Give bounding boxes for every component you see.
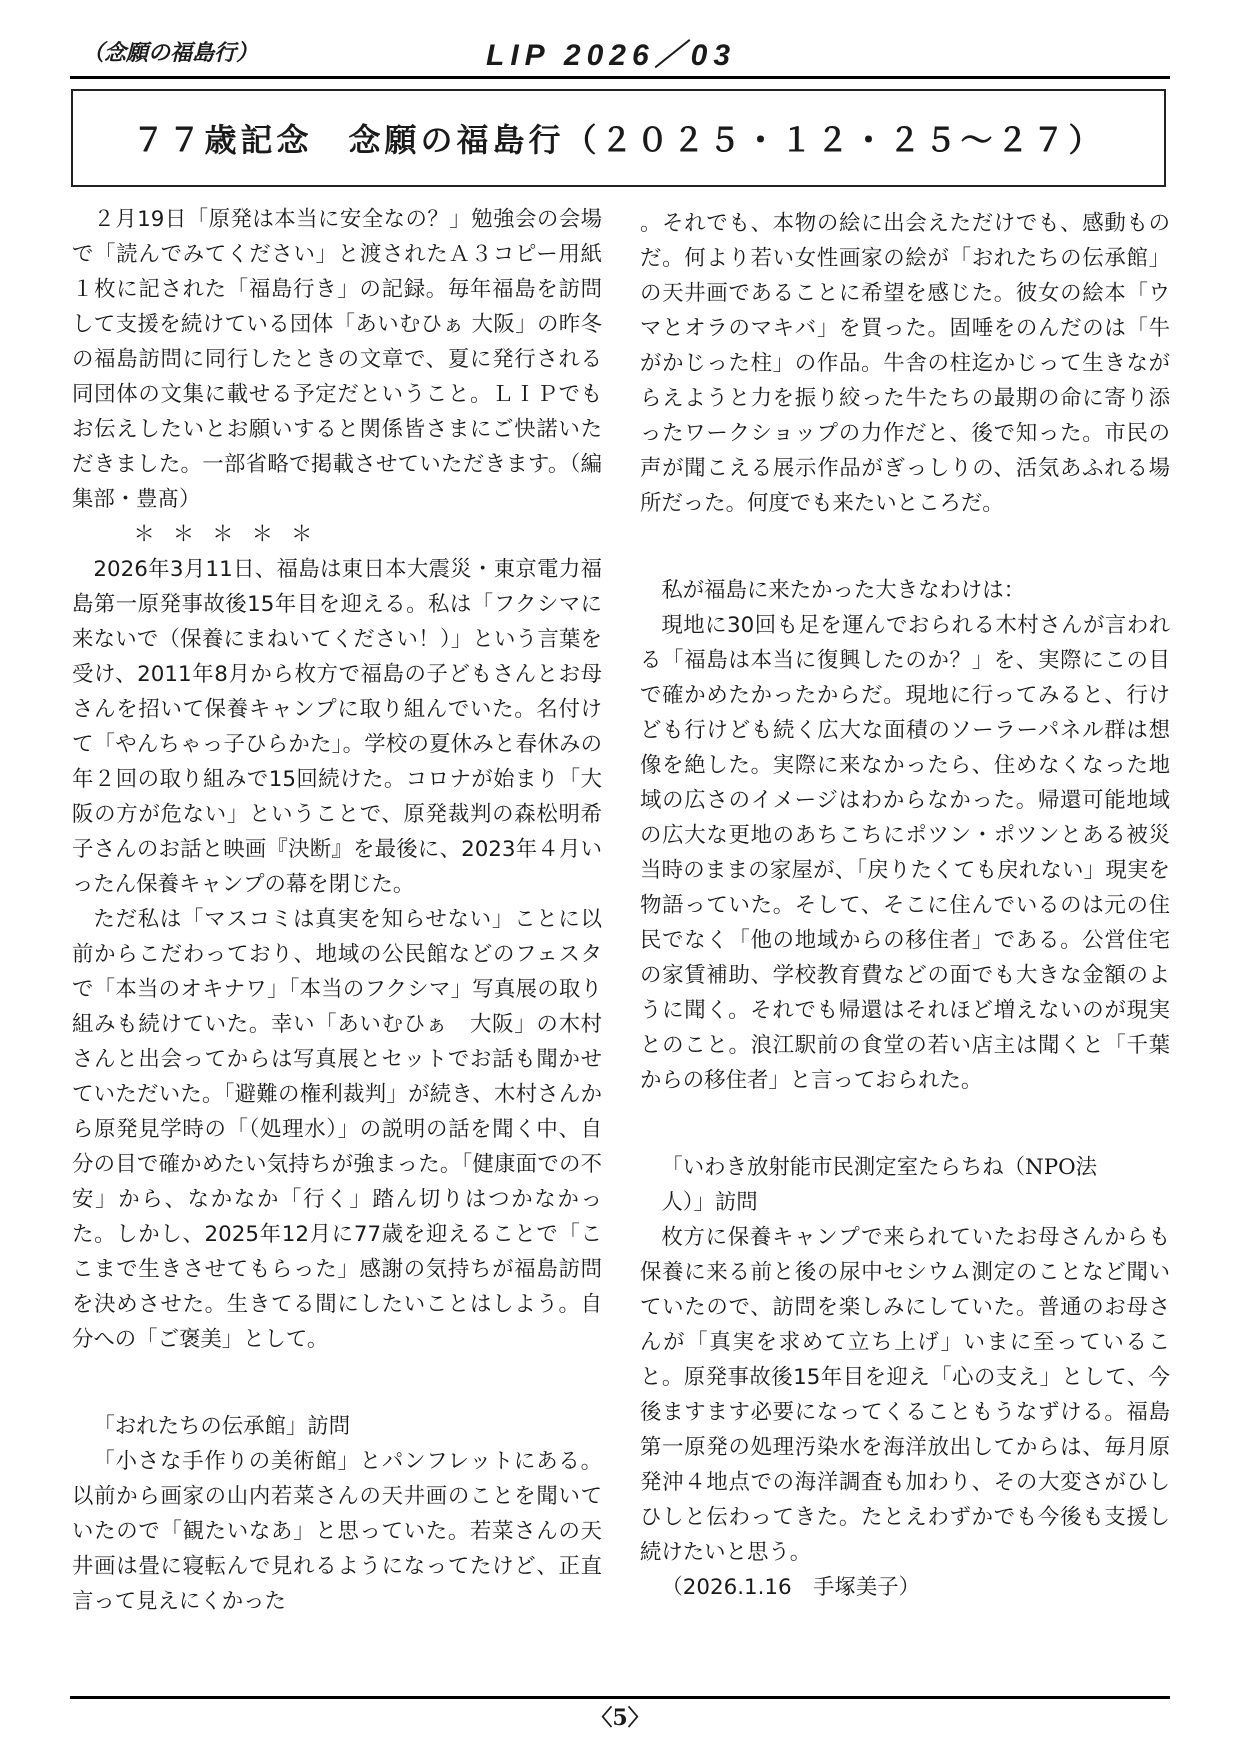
spacer [72, 1357, 602, 1409]
right-column [640, 206, 1170, 1605]
section-heading: 「おれたちの伝承館」訪問 [93, 1414, 351, 1439]
header-divider [70, 76, 1170, 79]
page-number: 〈5〉 [590, 1705, 650, 1731]
article-title: ７７歳記念 念願の福島行（２０２５・１２・２５～２７） [132, 121, 1105, 159]
spacer [640, 1098, 1170, 1150]
section-heading: 「いわき放射能市民測定室たらちね（NPO法 [661, 1155, 1098, 1180]
section-heading: 私が福島に来たかった大きなわけは： [661, 578, 1026, 603]
section-label: （念願の福島行） [82, 41, 259, 66]
separator-stars: ＊＊＊＊＊ [133, 522, 331, 547]
left-column [72, 202, 602, 1619]
section-heading-line2: 人）」訪問 [661, 1190, 758, 1215]
spacer [640, 521, 1170, 573]
section-paragraph-continuation: 。それでも、本物の絵に出会えただけでも、感動ものだ。何より若い女性画家の絵が「おれたちの伝承館」の天井画であることに希望を感じた。彼女の絵本「ウマとオラのマキバ」を買った。固唾をのんだのは「牛がかじった柱」の作品。牛舎の柱迄かじって生きながらえようと力を振り絞った牛たちの最期の命に寄り添ったワークショップの力作だと、後で知った。市民の声が聞こえる展示作品がぎっしりの、活気あふれる場所だった。何度でも来たいところだ。 [640, 211, 1170, 516]
section-paragraph: 現地に30回も足を運んでおられる木村さんが言われる「福島は本当に復興したのか？」を、実際にこの目で確かめたかったからだ。現地に行ってみると、行けども行けども続く広大な面積のソーラーパネル群は想像を絶した。実際に来なかったら、住めなくなった地域の広さのイメージはわからなかった。帰還可能地域の広大な更地のあちこちにポツン・ポツンとある被災当時のままの家屋が、「戻りたくても戻れない」現実を物語っていた。そして、そこに住んでいるのは元の住民でなく「他の地域からの移住者」である。公営住宅の家賃補助、学校教育費などの面でも大きな金額のように聞く。それでも帰還はそれほど増えないのが現実とのこと。浪江駅前の食堂の若い店主は聞くと「千葉からの移住者」と言っておられた。 [640, 613, 1170, 1093]
publication-label: LIP 2026／03 [486, 39, 736, 72]
author-signature: （2026.1.16 手塚美子） [661, 1575, 920, 1600]
intro-paragraph: ２月19日「原発は本当に安全なの？」勉強会の会場で「読んでみてください」と渡されたＡ３コピー用紙１枚に記された「福島行き」の記録。毎年福島を訪問して支援を続けている団体「あいむひぁ 大阪」の昨冬の福島訪問に同行したときの文章で、夏に発行される同団体の文集に載せる予定だということ。ＬＩＰでもお伝えしたいとお願いすると関係皆さまにご快諾いただきました。一部省略で掲載させていただきます。（編集部・豊髙） [72, 207, 602, 512]
body-paragraph: ただ私は「マスコミは真実を知らせない」ことに以前からこだわっており、地域の公民館などのフェスタで「本当のオキナワ」「本当のフクシマ」写真展の取り組みも続けていた。幸い「あいむひぁ 大阪」の木村さんと出会ってからは写真展とセットでお話も聞かせていただいた。「避難の権利裁判」が続き、木村さんから原発見学時の「（処理水）」の説明の話を聞く中、自分の目で確かめたい気持ちが強まった。「健康面での不安」から、なかなか「行く」踏ん切りはつかなかった。しかし、2025年12月に77歳を迎えることで「ここまで生きさせてもらった」感謝の気持ちが福島訪問を決めさせた。生きてる間にしたいことはしよう。自分への「ご褒美」として。 [72, 907, 602, 1352]
section-paragraph: 「小さな手作りの美術館」とパンフレットにある。以前から画家の山内若菜さんの天井画のことを聞いていたので「観たいなあ」と思っていた。若菜さんの天井画は畳に寝転んで見れるようになってたけど、正直言って見えにくかった [72, 1449, 602, 1614]
body-paragraph: 2026年3月11日、福島は東日本大震災・東京電力福島第一原発事故後15年目を迎える。私は「フクシマに来ないで（保養にまねいてください！）」という言葉を受け、2011年8月から枚方で福島の子どもさんとお母さんを招いて保養キャンプに取り組んでいた。名付けて「やんちゃっ子ひらかた」。学校の夏休みと春休みの年２回の取り組みで15回続けた。コロナが始まり「大阪の方が危ない」ということで、原発裁判の森松明希子さんのお話と映画『決断』を最後に、2023年４月いったん保養キャンプの幕を閉じた。 [72, 557, 602, 897]
section-paragraph: 枚方に保養キャンプで来られていたお母さんからも保養に来る前と後の尿中セシウム測定のことなど聞いていたので、訪問を楽しみにしていた。普通のお母さんが「真実を求めて立ち上げ」いまに至っていること。原発事故後15年目を迎え「心の支え」として、今後ますます必要になってくることもうなずける。福島第一原発の処理汚染水を海洋放出してからは、毎月原発沖４地点での海洋調査も加わり、その大変さがひしひしと伝わってきた。たとえわずかでも今後も支援し続けたいと思う。 [640, 1225, 1170, 1565]
title-box [71, 89, 1166, 187]
footer-divider [70, 1696, 1170, 1699]
